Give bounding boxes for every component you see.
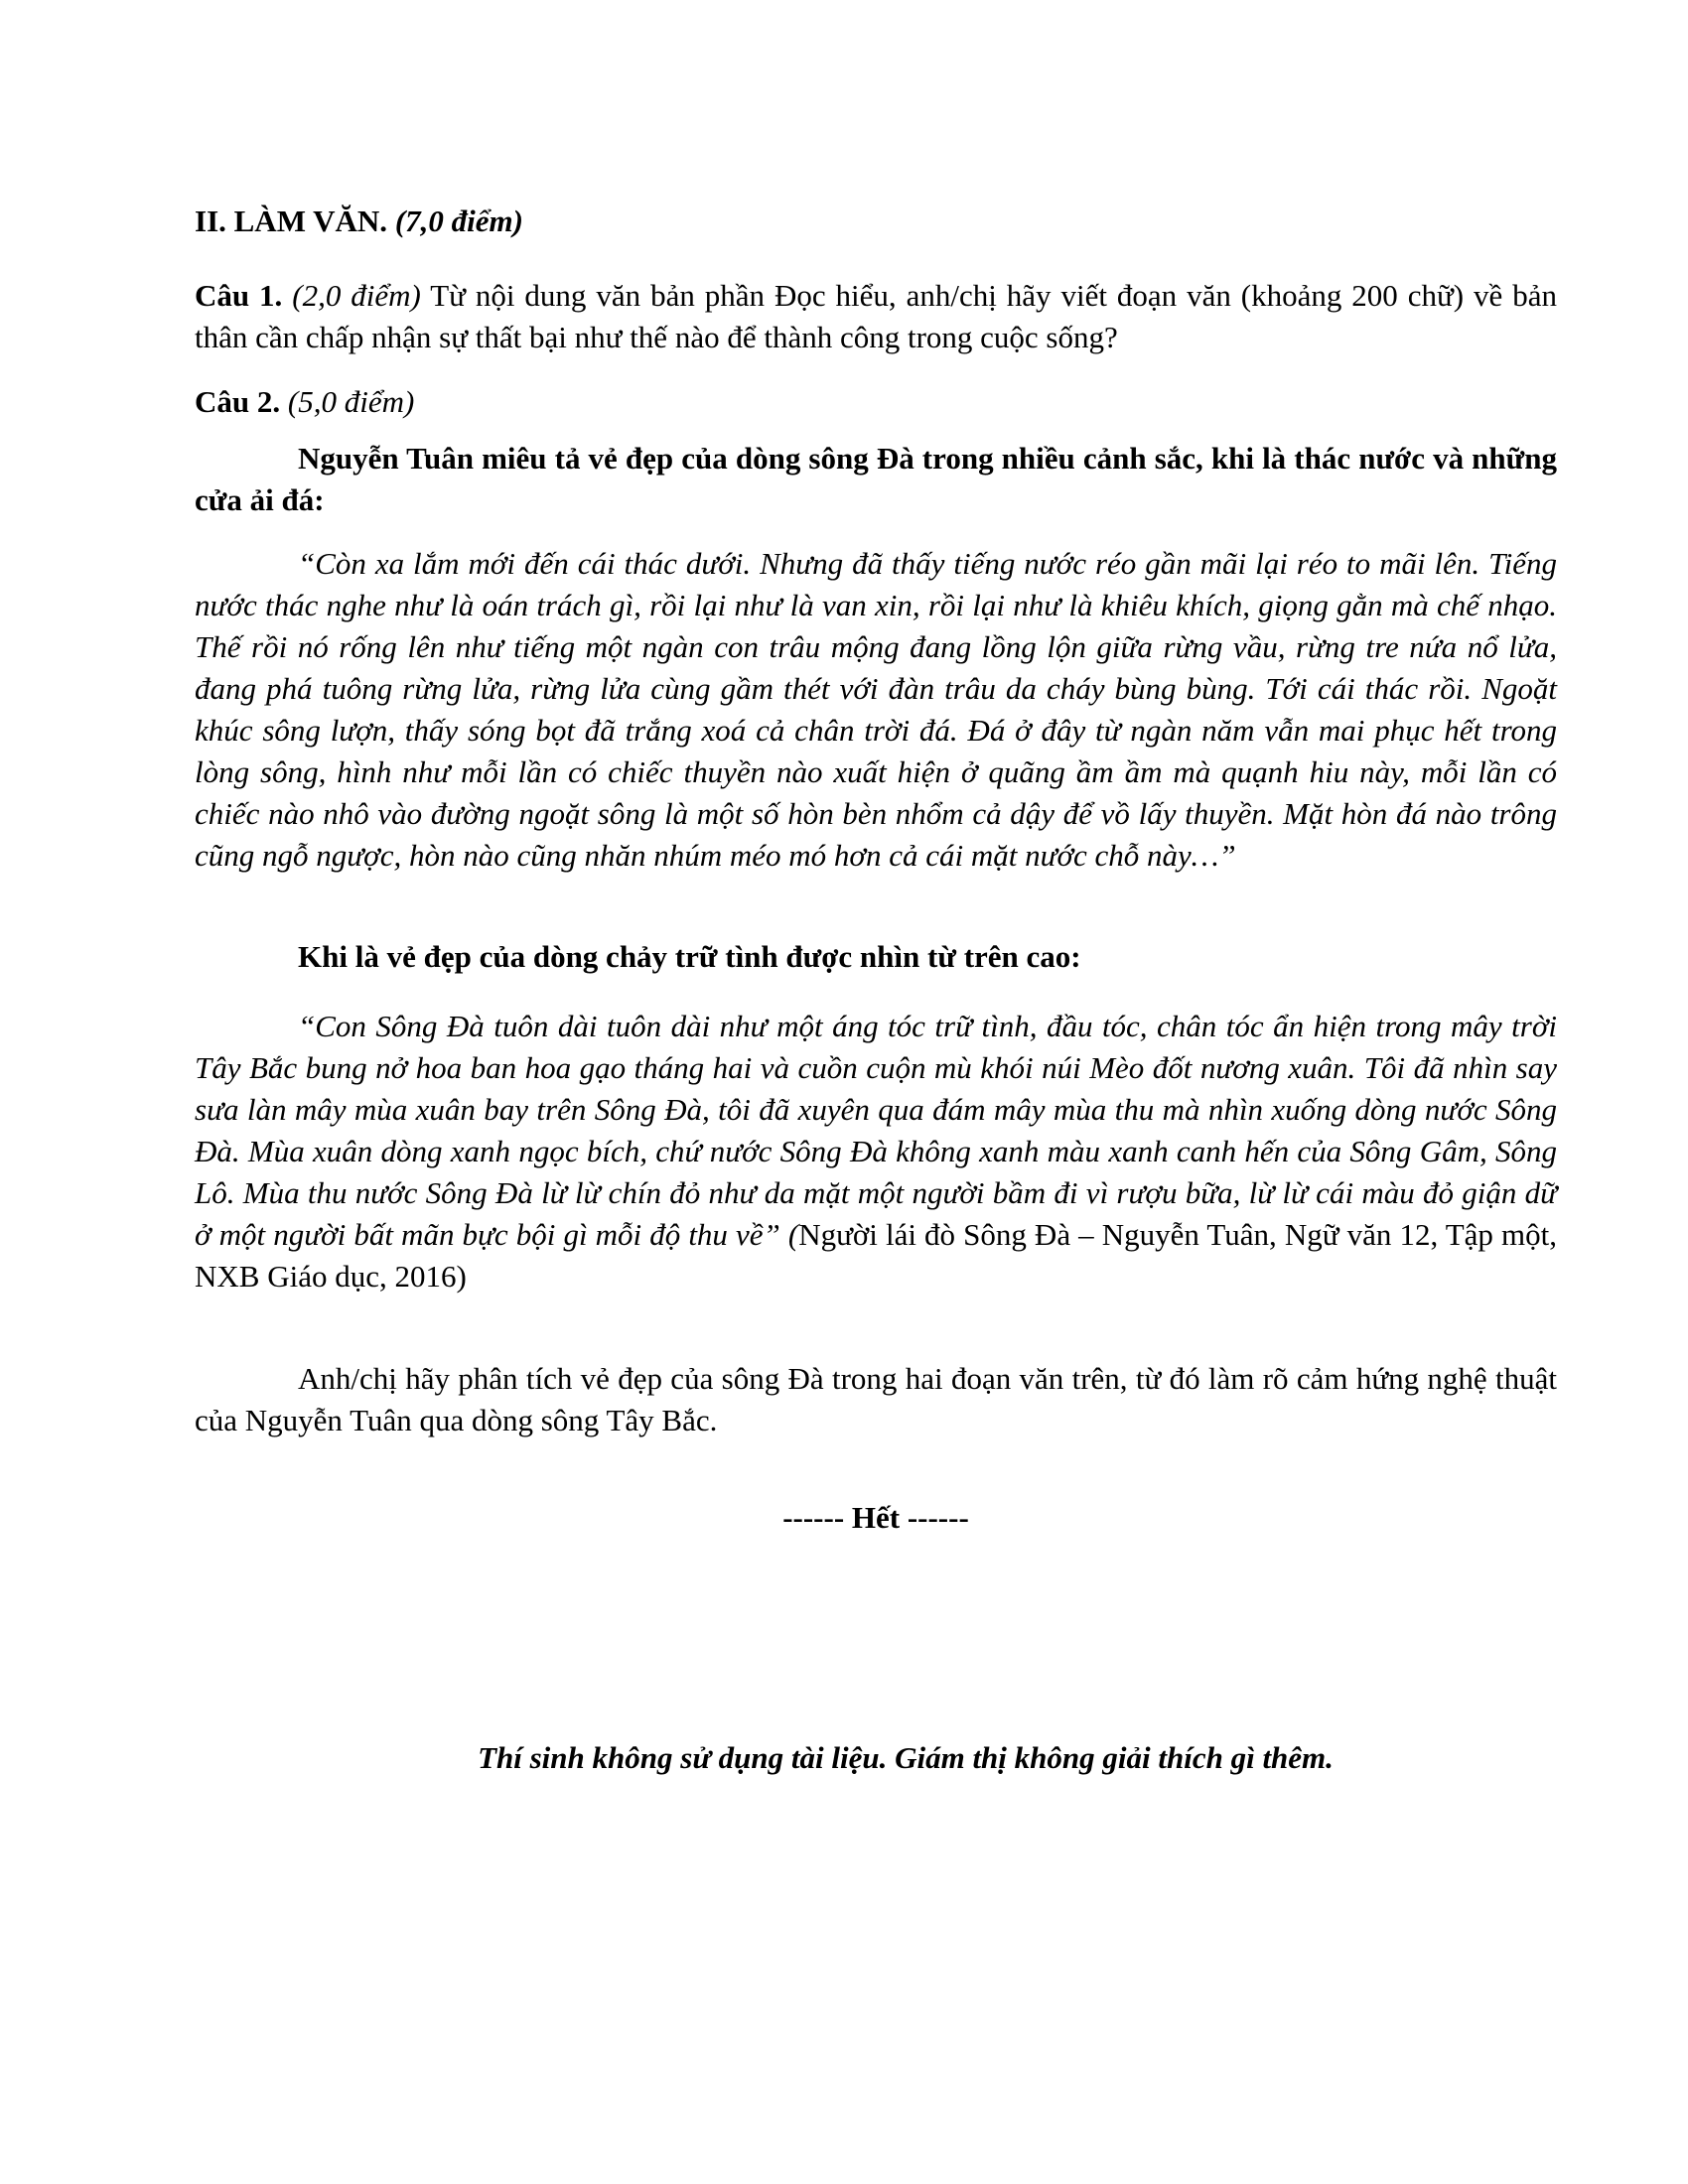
quote-2-text: “Con Sông Đà tuôn dài tuôn dài như một áng tóc trữ tình, đầu tóc, chân tóc ẩn hiện trong mây trời Tây Bắc bung nở hoa ban hoa gạo tháng hai và cuồn cuộn mù khói núi Mèo đốt nương xuân. Tôi đã nhìn say sưa làn mây mùa xuân bay trên Sông Đà, tôi đã xuyên qua đám mây mùa thu mà nhìn xuống dòng nước Sông Đà. Mùa xuân dòng xanh ngọc bích, chứ nước Sông Đà không xanh màu xanh canh hến của Sông Gâm, Sông Lô. Mùa thu nước Sông Đà lừ lừ chín đỏ như da mặt một người bầm đi vì rượu bữa, lừ lừ cái màu đỏ giận dữ ở một người bất mãn bực bội gì mỗi độ thu về” ( <box>195 1009 1557 1252</box>
footer-note: Thí sinh không sử dụng tài liệu. Giám thị không giải thích gì thêm. <box>478 1740 1334 1775</box>
question-1-text: Từ nội dung văn bản phần Đọc hiểu, anh/chị hãy viết đoạn văn (khoảng 200 chữ) về bản thân cần chấp nhận sự thất bại như thế nào để thành công trong cuộc sống? <box>195 278 1557 354</box>
section-heading <box>195 201 1557 242</box>
question-1-points: (2,0 điểm) <box>292 278 421 313</box>
question-2-points: (5,0 điểm) <box>287 384 415 419</box>
section-title: II. LÀM VĂN. <box>195 204 388 238</box>
end-marker: ------ Hết ------ <box>782 1500 969 1535</box>
question-2-lead-1: Nguyễn Tuân miêu tả vẻ đẹp của dòng sông Đà trong nhiều cảnh sắc, khi là thác nước và những cửa ải đá: <box>195 441 1557 517</box>
question-1 <box>195 275 1557 358</box>
quote-2-source: Người lái đò Sông Đà – Nguyễn Tuân, Ngữ văn 12, Tập một, NXB Giáo dục, 2016) <box>195 1217 1557 1294</box>
question-2-heading <box>195 381 1557 423</box>
quote-1: “Còn xa lắm mới đến cái thác dưới. Nhưng đã thấy tiếng nước réo gần mãi lại réo to mãi lên. Tiếng nước thác nghe như là oán trách gì, rồi lại như là van xin, rồi lại như là khiêu khích, giọng gằn mà chế nhạo. Thế rồi nó rống lên như tiếng một ngàn con trâu mộng đang lồng lộn giữa rừng vầu, rừng tre nứa nổ lửa, đang phá tuông rừng lửa, rừng lửa cùng gầm thét với đàn trâu da cháy bùng bùng. Tới cái thác rồi. Ngoặt khúc sông lượn, thấy sóng bọt đã trắng xoá cả chân trời đá. Đá ở đây từ ngàn năm vẫn mai phục hết trong lòng sông, hình như mỗi lần có chiếc thuyền nào xuất hiện ở quãng ầm ầm mà quạnh hiu này, mỗi lần có chiếc nào nhô vào đường ngoặt sông là một số hòn bèn nhổm cả dậy để vồ lấy thuyền. Mặt hòn đá nào trông cũng ngỗ ngược, hòn nào cũng nhăn nhúm méo mó hơn cả cái mặt nước chỗ này…” <box>195 546 1557 873</box>
question-2-lead-2: Khi là vẻ đẹp của dòng chảy trữ tình được nhìn từ trên cao: <box>298 939 1081 974</box>
question-2-label: Câu 2. <box>195 384 281 419</box>
question-2-task: Anh/chị hãy phân tích vẻ đẹp của sông Đà trong hai đoạn văn trên, từ đó làm rõ cảm hứng nghệ thuật của Nguyễn Tuân qua dòng sông Tây Bắc. <box>195 1361 1557 1437</box>
exam-page <box>195 0 1557 2184</box>
section-points: (7,0 điểm) <box>394 204 523 238</box>
quote-2 <box>195 1006 1557 1297</box>
question-1-label: Câu 1. <box>195 278 283 313</box>
